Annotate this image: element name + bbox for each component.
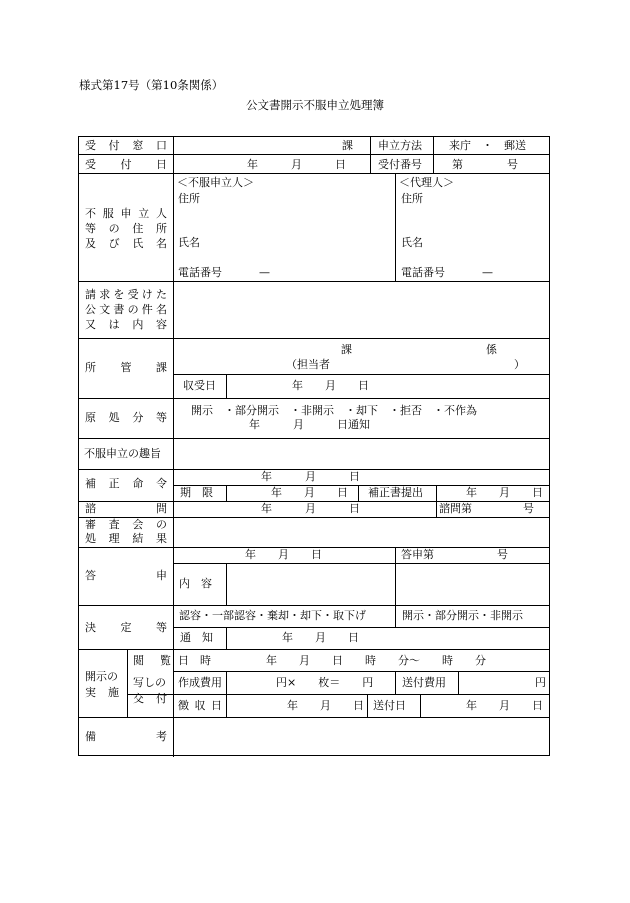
label-char: 不: [85, 207, 96, 220]
deadline-date: 年 月 日: [271, 486, 348, 499]
subject-label-line-1: [85, 289, 167, 300]
label-char: た: [155, 288, 167, 301]
report-number-label: 答申第: [401, 548, 434, 561]
label-char: 付: [156, 692, 167, 705]
label-char: 名: [155, 237, 167, 250]
report-content-label: 内 容: [179, 577, 212, 590]
correction-label: [85, 478, 167, 489]
consultation-date: 年 月 日: [261, 502, 360, 515]
person-in-charge-close: ）: [514, 358, 525, 371]
appellant-phone-separator: —: [259, 266, 270, 279]
viewing-label: [133, 655, 171, 666]
label-char: 所: [155, 222, 167, 235]
row-line: [79, 338, 549, 339]
reception-date-fields: 年 月 日: [247, 158, 346, 171]
disclosure-label-line-2: [85, 687, 119, 698]
label-char: 等: [85, 222, 96, 235]
label-char: [97, 687, 108, 698]
col-line: [395, 605, 396, 627]
decision-options: 認容・一部認容・棄却・却下・取下げ: [179, 609, 366, 622]
shipping-label: 送付費用: [402, 676, 446, 689]
label-char: の: [127, 303, 139, 316]
label-char: 所: [85, 361, 96, 374]
label-char: 施: [108, 686, 119, 699]
col-line: [226, 671, 227, 717]
received-label: 収受日: [183, 379, 216, 392]
row-line: [173, 563, 549, 564]
label-char: 令: [155, 477, 167, 490]
subject-label-line-2: [85, 304, 167, 315]
sent-label: 送付日: [373, 699, 406, 712]
label-char: 住: [132, 222, 144, 235]
department-label: [85, 362, 167, 373]
appellant-name-label: 氏名: [178, 236, 200, 249]
col-line: [358, 485, 359, 501]
council-label-line-2: [85, 533, 167, 544]
copy-label-line-2: [133, 693, 167, 704]
cost-fields: 円× 枚＝ 円: [276, 676, 374, 689]
label-char: 覧: [160, 654, 171, 667]
label-char: 正: [108, 477, 120, 490]
label-char: 考: [156, 730, 167, 743]
form-title: 公文書開示不服申立処理簿: [246, 98, 384, 112]
label-char: 理: [108, 532, 120, 545]
appellant-address-label: 住所: [178, 192, 200, 205]
col-line: [370, 137, 371, 173]
col-line: [173, 137, 174, 757]
reception-section-suffix: 課: [342, 139, 353, 152]
label-char: 容: [155, 318, 167, 331]
appellant-heading: ＜不服申立人＞: [177, 176, 254, 189]
appellant-label-line-2: [85, 223, 167, 234]
report-date: 年 月 日: [245, 548, 322, 561]
col-line: [127, 649, 128, 717]
label-char: の: [155, 518, 167, 531]
col-line: [433, 137, 434, 173]
col-line: [226, 485, 227, 501]
reception-number-fields: 第 号: [452, 158, 518, 171]
label-char: 管: [120, 361, 132, 374]
agent-phone-label: 電話番号: [401, 266, 445, 279]
label-char: 口: [155, 139, 167, 152]
label-char: 氏: [132, 237, 144, 250]
method-label: 申立方法: [378, 139, 422, 152]
row-line: [173, 671, 549, 672]
label-char: 処: [85, 532, 96, 545]
row-line: [79, 717, 549, 718]
label-char: 名: [155, 303, 167, 316]
agent-address-label: 住所: [401, 192, 423, 205]
sent-date: 年 月 日: [466, 699, 543, 712]
label-char: 備: [85, 730, 96, 743]
consultation-number-label: 諮問第: [439, 502, 472, 515]
row-line: [79, 173, 549, 174]
row-line: [79, 517, 549, 518]
label-char: 結: [132, 532, 144, 545]
datetime-fields: 年 月 日 時 分～ 時 分: [266, 654, 486, 667]
row-line: [173, 374, 549, 375]
label-char: 求: [99, 288, 111, 301]
label-char: 実: [85, 686, 96, 699]
label-char: 答: [85, 569, 96, 582]
col-line: [226, 627, 227, 649]
consultation-number-suffix: 号: [523, 502, 534, 515]
label-char: 付: [120, 158, 132, 171]
method-options: 来庁 ・ 郵送: [449, 139, 526, 152]
label-char: 補: [85, 477, 96, 490]
label-char: け: [141, 288, 153, 301]
label-char: 課: [156, 361, 167, 374]
decision-disclosure-options: 開示・部分開示・非開示: [402, 609, 523, 622]
col-line: [436, 485, 437, 517]
department-subsection: 係: [486, 343, 497, 356]
label-char: 等: [155, 411, 167, 424]
label-char: 受: [85, 158, 96, 171]
reception-label: [85, 140, 167, 151]
label-char: 文: [99, 303, 111, 316]
row-line: [79, 438, 549, 439]
collection-date: 年 月 日: [287, 699, 364, 712]
decision-label: [85, 622, 167, 633]
label-char: 件: [141, 303, 153, 316]
col-line: [226, 374, 227, 398]
person-in-charge-label: （担当者: [286, 358, 330, 371]
row-line: [79, 154, 549, 155]
consultation-label: [85, 503, 167, 514]
label-char: び: [108, 237, 120, 250]
col-line: [395, 671, 396, 694]
row-line: [173, 627, 549, 628]
label-char: 収: [194, 699, 206, 712]
label-char: 会: [132, 518, 144, 531]
label-char: 等: [156, 621, 167, 634]
received-date: 年 月 日: [292, 379, 369, 392]
label-char: 書: [113, 303, 125, 316]
label-char: 受: [85, 139, 96, 152]
datetime-label: 日 時: [178, 654, 211, 667]
col-line: [367, 694, 368, 717]
label-char: を: [113, 288, 125, 301]
label-char: 人: [156, 207, 167, 220]
disclosure-label-line-1: 開示の: [85, 670, 118, 683]
label-char: の: [108, 222, 120, 235]
department-section: 課: [341, 343, 352, 356]
submission-date: 年 月 日: [466, 486, 543, 499]
decision-notice-date: 年 月 日: [282, 631, 359, 644]
agent-name-label: 氏名: [401, 236, 423, 249]
row-line: [127, 694, 549, 695]
col-line: [420, 694, 421, 717]
col-line: [458, 671, 459, 694]
council-label-line-1: [85, 519, 167, 530]
appellant-phone-label: 電話番号: [178, 266, 222, 279]
original-disposition-label: [85, 412, 167, 423]
label-char: 審: [85, 518, 96, 531]
label-char: 果: [155, 532, 167, 545]
label-char: 処: [108, 411, 120, 424]
label-char: 原: [85, 411, 96, 424]
collection-label: [178, 700, 222, 711]
label-char: 問: [156, 502, 167, 515]
label-char: 請: [85, 288, 96, 301]
label-char: 交: [133, 692, 144, 705]
report-label: [85, 570, 167, 581]
form-number: 様式第17号（第10条関係）: [79, 78, 224, 92]
purpose-label: 不服申立の趣旨: [84, 447, 161, 460]
label-char: 服: [102, 207, 114, 220]
remarks-label: [85, 731, 167, 742]
subject-label-line-3: [85, 319, 167, 330]
copy-label-line-1: 写しの: [133, 676, 166, 689]
report-number-suffix: 号: [497, 548, 508, 561]
label-char: 及: [85, 237, 96, 250]
label-char: 日: [211, 699, 222, 712]
label-char: 命: [132, 477, 144, 490]
decision-notice-label: 通 知: [180, 631, 213, 644]
appellant-label-line-1: [85, 208, 167, 219]
deadline-label: 期 限: [180, 486, 213, 499]
row-line: [79, 649, 549, 650]
cost-label: 作成費用: [178, 676, 222, 689]
label-char: 日: [156, 158, 167, 171]
label-char: 受: [127, 288, 139, 301]
label-char: は: [108, 318, 120, 331]
disposition-register-table: [78, 136, 550, 756]
col-line: [395, 173, 396, 281]
original-disposition-notice-date: 年 月 日通知: [249, 418, 370, 431]
label-char: 査: [108, 518, 120, 531]
appellant-label-line-3: [85, 238, 167, 249]
shipping-suffix: 円: [535, 676, 546, 689]
correction-order-date: 年 月 日: [261, 470, 360, 483]
original-disposition-options: 開示 ・部分開示 ・非開示 ・却下 ・拒否 ・不作為: [191, 404, 477, 417]
label-char: 立: [138, 207, 150, 220]
agent-phone-separator: —: [482, 266, 493, 279]
label-char: 内: [132, 318, 144, 331]
label-char: 定: [120, 621, 132, 634]
label-char: 公: [85, 303, 96, 316]
label-char: 分: [132, 411, 144, 424]
label-char: 諮: [85, 502, 96, 515]
label-char: 申: [156, 569, 167, 582]
label-char: 徴: [178, 699, 189, 712]
label-char: 付: [108, 139, 120, 152]
label-char: 申: [120, 207, 132, 220]
col-line: [226, 563, 227, 605]
submission-label: 補正書提出: [368, 486, 423, 499]
reception-number-label: 受付番号: [378, 158, 422, 171]
label-char: 決: [85, 621, 96, 634]
agent-heading: ＜代理人＞: [399, 176, 454, 189]
row-line: [79, 281, 549, 282]
label-char: 窓: [132, 139, 144, 152]
label-char: 閲: [133, 654, 144, 667]
reception-date-label: [85, 159, 167, 170]
row-line: [79, 398, 549, 399]
row-line: [79, 605, 549, 606]
col-line: [395, 547, 396, 605]
label-char: 又: [85, 318, 96, 331]
